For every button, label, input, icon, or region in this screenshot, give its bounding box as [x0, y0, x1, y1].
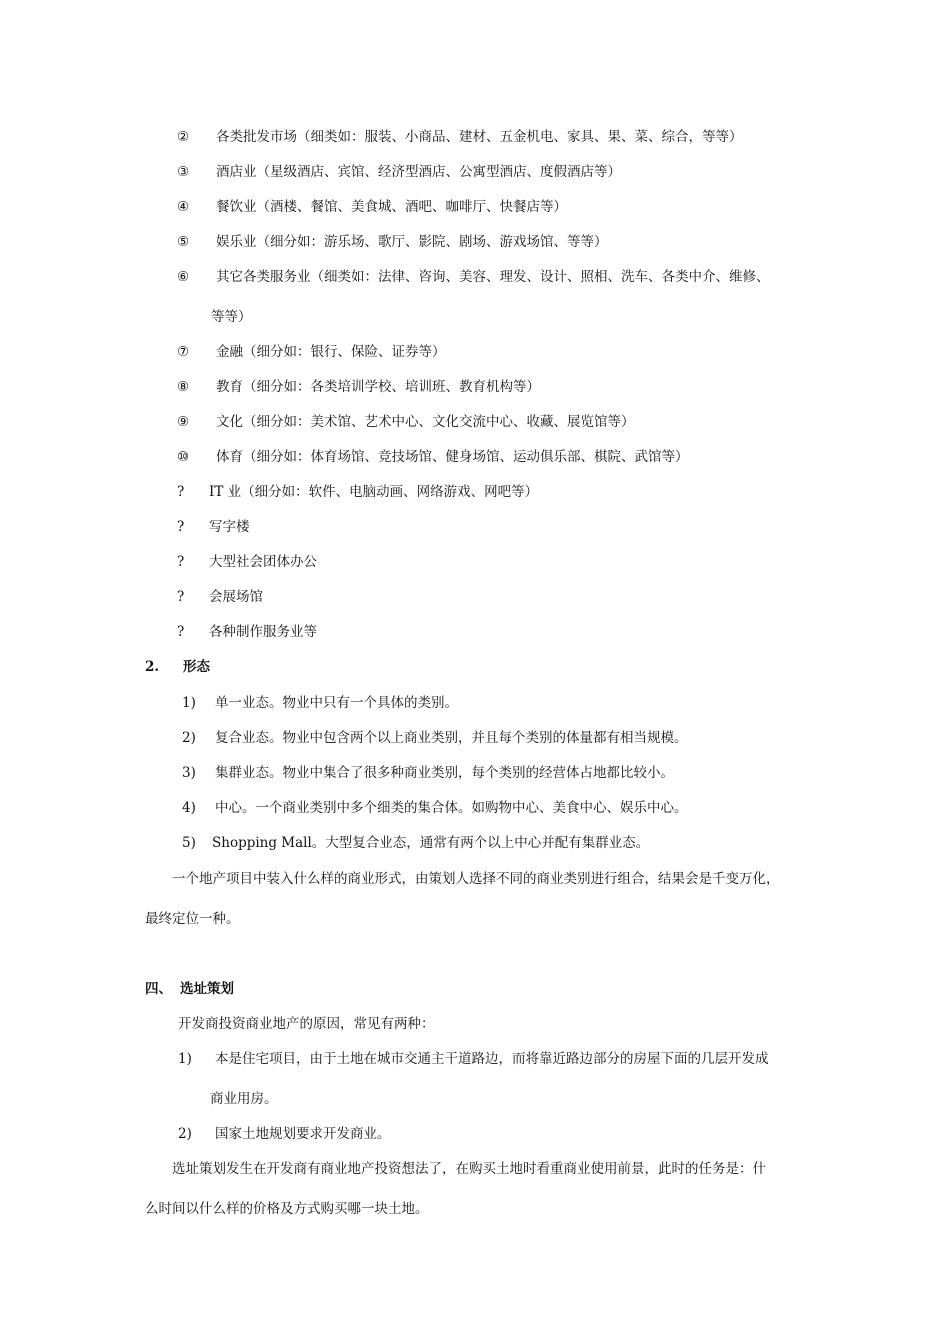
list-number: 2) [182, 730, 196, 746]
list-item-text: 体育（细分如：体育场馆、竞技场馆、健身场馆、运动俱乐部、棋院、武馆等） [216, 449, 689, 465]
list-item-continuation: 等等） [211, 309, 252, 325]
list-marker: ⑦ [177, 344, 190, 360]
list-marker: ? [177, 554, 185, 570]
paragraph-line: 最终定位一种。 [145, 911, 240, 927]
list-number: 1) [178, 1051, 192, 1067]
paragraph-line: 么时间以什么样的价格及方式购买哪一块土地。 [145, 1201, 429, 1217]
list-item-text: Shopping Mall。大型复合业态，通常有两个以上中心并配有集群业态。 [212, 835, 650, 851]
list-number: 4) [182, 800, 196, 816]
list-marker: ⑨ [177, 414, 190, 430]
list-item-text: 餐饮业（酒楼、餐馆、美食城、酒吧、咖啡厅、快餐店等） [216, 199, 567, 215]
list-item-text: 各类批发市场（细类如：服装、小商品、建材、五金机电、家具、果、菜、综合，等等） [216, 129, 743, 145]
list-number: 5) [182, 835, 196, 851]
list-item-text: 娱乐业（细分如：游乐场、歌厅、影院、剧场、游戏场馆、等等） [216, 234, 608, 250]
list-item-text: 国家土地规划要求开发商业。 [215, 1126, 391, 1142]
list-item-text: 本是住宅项目，由于土地在城市交通主干道路边，而将靠近路边部分的房屋下面的几层开发成 [215, 1051, 769, 1067]
list-item-text: 中心。一个商业类别中多个细类的集合体。如购物中心、美食中心、娱乐中心。 [215, 800, 688, 816]
list-item-text: 文化（细分如：美术馆、艺术中心、文化交流中心、收藏、展览馆等） [216, 414, 635, 430]
list-item-text: 写字楼 [209, 519, 250, 535]
section-number: 四、 [145, 981, 172, 997]
list-number: 1) [182, 695, 196, 711]
paragraph-line: 一个地产项目中装入什么样的商业形式，由策划人选择不同的商业类别进行组合，结果会是千变万化， [172, 871, 780, 887]
list-item-text: 集群业态。物业中集合了很多种商业类别，每个类别的经营体占地都比较小。 [215, 765, 674, 781]
section-title: 选址策划 [180, 981, 234, 997]
list-marker: ? [177, 589, 185, 605]
list-marker: ? [177, 519, 185, 535]
list-marker: ③ [177, 164, 190, 180]
section-title: 形态 [183, 659, 210, 675]
list-marker: ? [177, 624, 185, 640]
list-item-text: 复合业态。物业中包含两个以上商业类别，并且每个类别的体量都有相当规模。 [215, 730, 688, 746]
list-item-text: 会展场馆 [209, 589, 263, 605]
section-number: 2. [145, 659, 160, 675]
list-marker: ④ [177, 199, 190, 215]
list-marker: ⑥ [177, 269, 190, 285]
list-item-text: 金融（细分如：银行、保险、证券等） [216, 344, 446, 360]
list-item-text: 单一业态。物业中只有一个具体的类别。 [215, 695, 458, 711]
list-item-text: 各种制作服务业等 [209, 624, 317, 640]
list-number: 3) [182, 765, 196, 781]
list-marker: ? [177, 484, 185, 500]
list-item-text: IT 业（细分如：软件、电脑动画、网络游戏、网吧等） [209, 484, 539, 500]
paragraph-line: 选址策划发生在开发商有商业地产投资想法了，在购买土地时看重商业使用前景，此时的任务是：什 [172, 1161, 766, 1177]
list-item-text: 其它各类服务业（细类如：法律、咨询、美容、理发、设计、照相、洗车、各类中介、维修、 [216, 269, 770, 285]
list-number: 2) [178, 1126, 192, 1142]
list-marker: ⑤ [177, 234, 190, 250]
list-item-continuation: 商业用房。 [210, 1091, 278, 1107]
list-item-text: 大型社会团体办公 [209, 554, 317, 570]
paragraph-line: 开发商投资商业地产的原因，常见有两种： [178, 1016, 435, 1032]
list-marker: ⑩ [177, 449, 190, 465]
list-marker: ② [177, 129, 190, 145]
list-item-text: 教育（细分如：各类培训学校、培训班、教育机构等） [216, 379, 540, 395]
list-marker: ⑧ [177, 379, 190, 395]
list-item-text: 酒店业（星级酒店、宾馆、经济型酒店、公寓型酒店、度假酒店等） [216, 164, 621, 180]
